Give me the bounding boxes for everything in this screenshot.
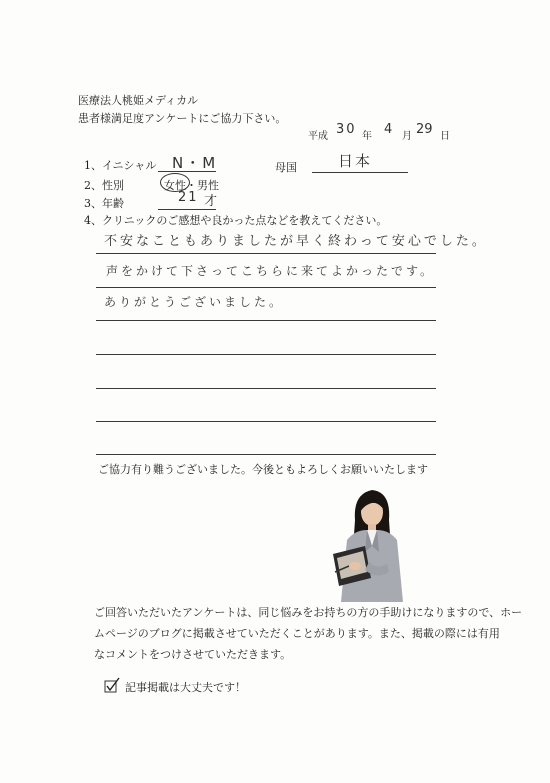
date-month-unit: 月	[402, 131, 412, 142]
woman-illustration	[325, 480, 420, 610]
thanks-message: ご協力有り難うございました。今後ともよろしくお願いいたします	[98, 463, 428, 476]
age-underline	[158, 209, 216, 210]
date-year: 30	[336, 122, 357, 137]
initials-underline	[158, 171, 216, 172]
comment-line-1: 不安なこともありましたが早く終わって安心でした。	[104, 234, 488, 249]
country-value: 日本	[338, 152, 373, 170]
gender-male: 男性	[197, 179, 219, 192]
survey-title: 患者様満足度アンケートにご協力下さい。	[78, 112, 287, 125]
country-label: 母国	[275, 161, 297, 174]
gender-separator: ・	[186, 179, 197, 192]
answer-line-2	[96, 287, 436, 288]
answer-line-5	[96, 388, 436, 389]
answer-line-3	[96, 320, 436, 321]
notice-line-3: なコメントをつけさせていただきます。	[94, 648, 292, 661]
notice-line-1: ご回答いただいたアンケートは、同じ悩みをお持ちの方の手助けになりますので、ホー	[94, 606, 523, 619]
answer-line-7	[96, 454, 436, 455]
gender-label: 2、性別	[84, 179, 124, 192]
answer-line-6	[96, 421, 436, 422]
date-era: 平成	[308, 131, 328, 142]
date-day: 29	[416, 122, 433, 137]
age-label: 3、年齢	[84, 197, 124, 210]
date-year-unit: 年	[362, 131, 372, 142]
age-unit: 才	[204, 194, 220, 209]
answer-line-1	[96, 253, 436, 254]
age-value: 21	[178, 190, 199, 205]
date-day-unit: 日	[440, 131, 450, 142]
comment-line-3: ありがとうございました。	[104, 295, 285, 309]
notice-line-2: ムページのブログに掲載させていただくことがあります。また、掲載の際には有用	[94, 627, 500, 640]
initials-value: N・M	[172, 154, 218, 172]
question-4: 4、クリニックのご感想や良かった点などを教えてください。	[84, 214, 388, 227]
gender-female: 女性	[164, 179, 186, 192]
checkmark-icon	[104, 677, 122, 695]
comment-line-2: 声をかけて下さってこちらに来てよかったです。	[106, 264, 436, 278]
country-underline	[312, 172, 408, 173]
date-month: 4	[384, 122, 395, 137]
consent-checkbox[interactable]	[104, 677, 119, 692]
consent-label: 記事掲載は大丈夫です！	[125, 681, 246, 694]
clinic-name: 医療法人桃姫メディカル	[78, 94, 199, 107]
initials-label: 1、イニシャル	[84, 159, 157, 172]
answer-line-4	[96, 354, 436, 355]
